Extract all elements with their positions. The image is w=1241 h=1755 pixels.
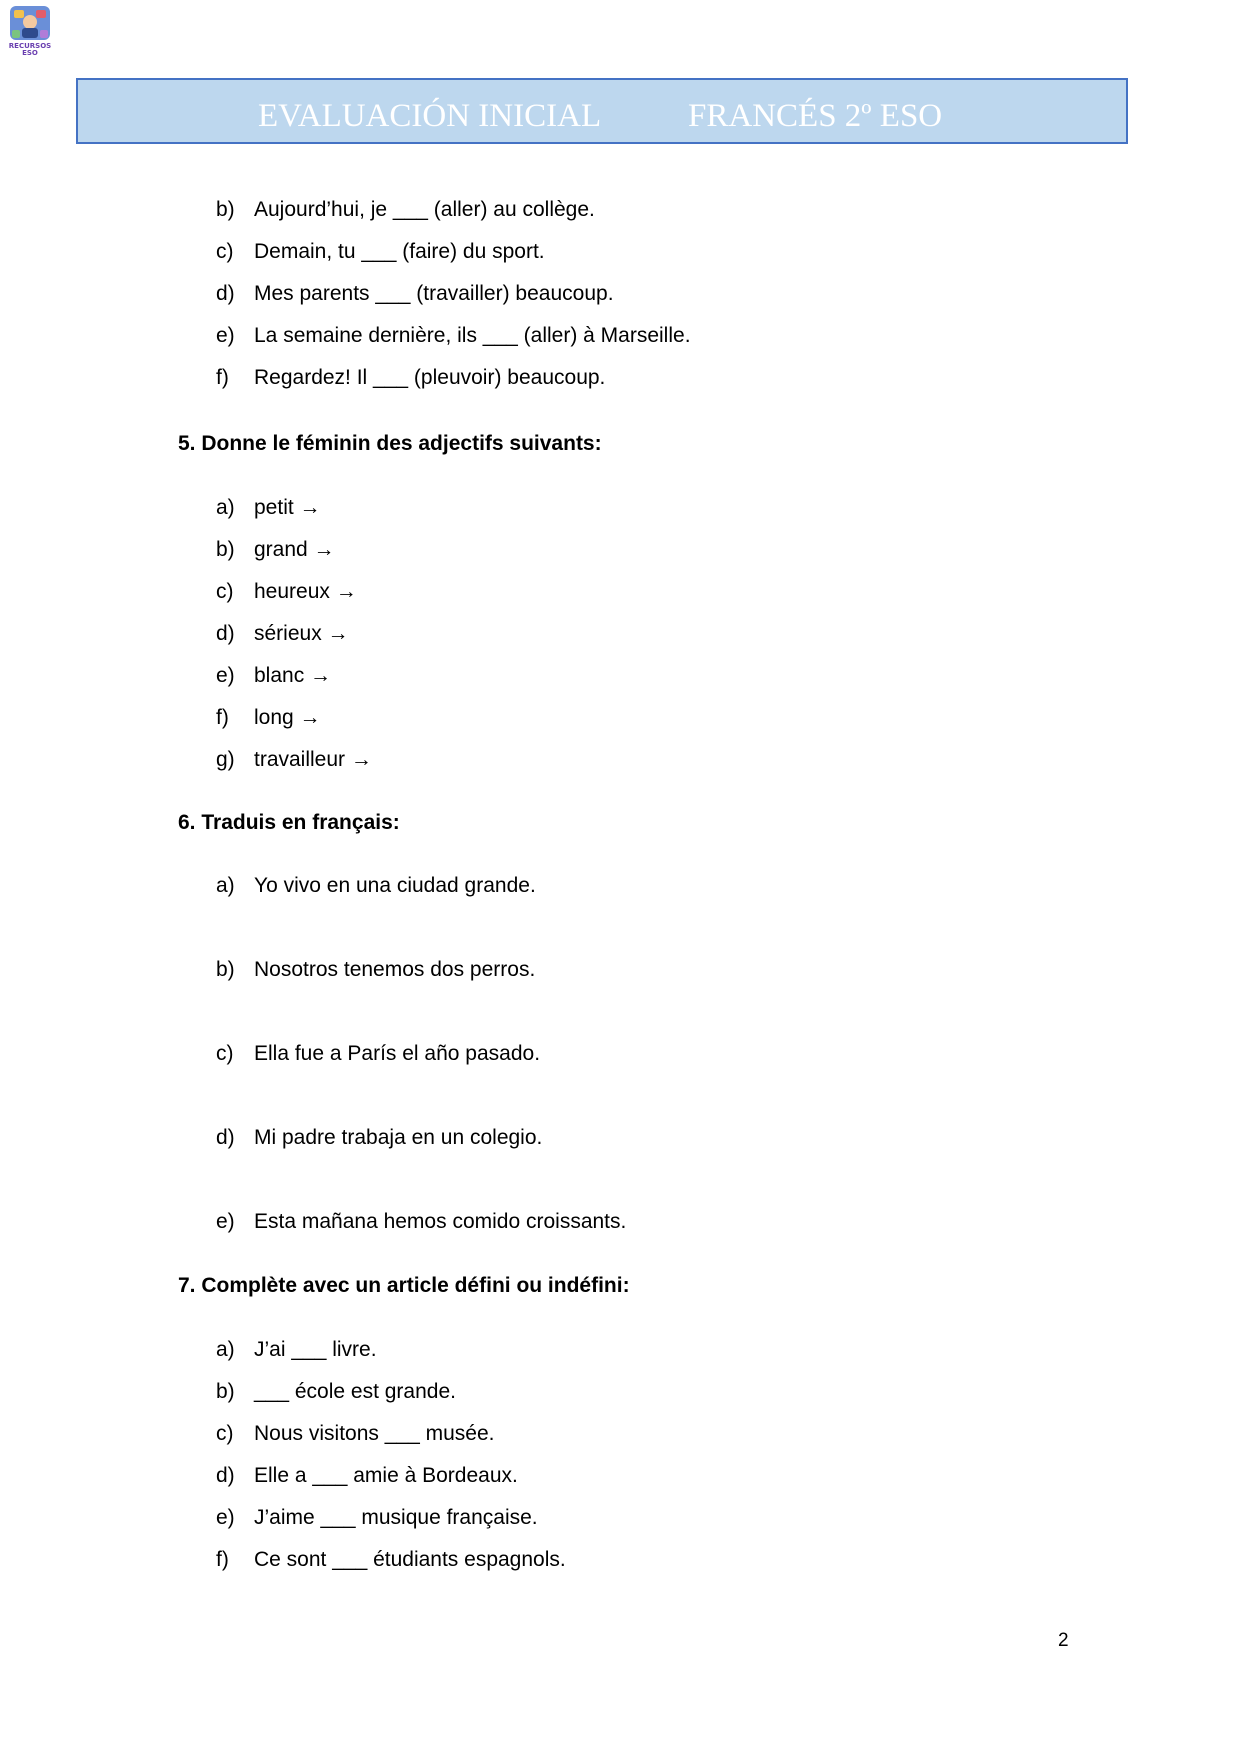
list-item: d) Elle a ___ amie à Bordeaux.: [216, 1464, 518, 1487]
section-heading: 7. Complète avec un article défini ou indéfini:: [178, 1274, 630, 1297]
list-item: b) ___ école est grande.: [216, 1380, 456, 1403]
list-item: c) Nous visitons ___ musée.: [216, 1422, 495, 1445]
list-item: d) sérieux →: [216, 622, 349, 645]
list-item: a) petit →: [216, 496, 321, 519]
header-title-right: FRANCÉS 2º ESO: [688, 98, 943, 134]
list-item: f) Regardez! Il ___ (pleuvoir) beaucoup.: [216, 366, 606, 389]
list-item: c) heureux →: [216, 580, 357, 603]
svg-text:ESO: ESO: [22, 49, 38, 57]
list-item: a) J’ai ___ livre.: [216, 1338, 377, 1361]
list-item: c) Ella fue a París el año pasado.: [216, 1042, 541, 1065]
list-item: e) Esta mañana hemos comido croissants.: [216, 1210, 627, 1233]
list-item: g) travailleur →: [216, 748, 372, 771]
list-item: e) La semaine dernière, ils ___ (aller) à Marseille.: [216, 324, 691, 347]
list-item: e) blanc →: [216, 664, 332, 687]
header-title-left: EVALUACIÓN INICIAL: [258, 98, 602, 134]
section-heading: 6. Traduis en français:: [178, 811, 400, 834]
list-item: a) Yo vivo en una ciudad grande.: [216, 874, 536, 897]
recursos-eso-logo: [8, 4, 52, 58]
list-item: b) grand →: [216, 538, 335, 561]
list-item: f) Ce sont ___ étudiants espagnols.: [216, 1548, 566, 1571]
page-number: 2: [1058, 1630, 1069, 1651]
list-item: c) Demain, tu ___ (faire) du sport.: [216, 240, 545, 263]
header-banner: [76, 78, 1128, 144]
svg-text:RECURSOS: RECURSOS: [8, 42, 52, 50]
section-heading: 5. Donne le féminin des adjectifs suivants:: [178, 432, 602, 455]
list-item: d) Mes parents ___ (travailler) beaucoup.: [216, 282, 614, 305]
list-item: d) Mi padre trabaja en un colegio.: [216, 1126, 543, 1149]
list-item: e) J’aime ___ musique française.: [216, 1506, 538, 1529]
list-item: b) Nosotros tenemos dos perros.: [216, 958, 536, 981]
list-item: f) long →: [216, 706, 321, 729]
list-item: b) Aujourd’hui, je ___ (aller) au collège.: [216, 198, 595, 221]
